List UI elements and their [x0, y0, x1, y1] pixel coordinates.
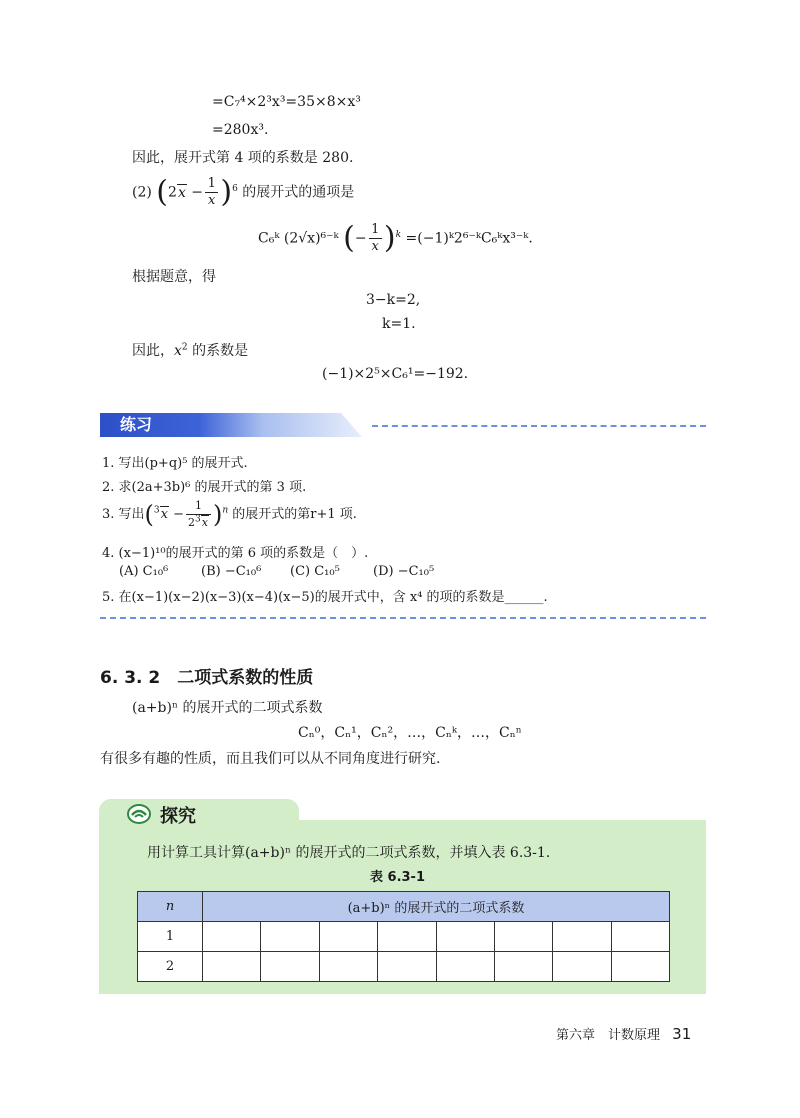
equation-2: k=1.	[382, 316, 416, 332]
table-cell	[378, 952, 436, 982]
explore-label: 探究	[160, 806, 196, 827]
general-term: C₆ᵏ (2√x)⁶⁻ᵏ (− $\frac{1}{x}$ )$^k$ =(−1)ᵏ2⁶⁻ᵏC₆ᵏx³⁻ᵏ.	[258, 220, 533, 256]
table-cell-n: 1	[138, 922, 203, 952]
table-cell	[553, 952, 611, 982]
section-title: 二项式系数的性质	[177, 668, 314, 688]
table-cell	[203, 952, 261, 982]
derivation-line-2: =280x³.	[212, 122, 269, 138]
exercise-option-d: (D) −C₁₀⁵	[373, 564, 435, 579]
page-number: 31	[672, 1025, 692, 1043]
equation-1: 3−k=2,	[366, 292, 421, 308]
general-term-prefix: C₆ᵏ (2√x)⁶⁻ᵏ	[258, 230, 339, 247]
binomial-coefficients: Cₙ⁰，Cₙ¹，Cₙ²，…，Cₙᵏ，…，Cₙⁿ	[298, 725, 522, 741]
table-cell	[436, 952, 494, 982]
table-header-row	[138, 892, 670, 922]
general-term-suffix: =(−1)ᵏ2⁶⁻ᵏC₆ᵏx³⁻ᵏ.	[405, 230, 533, 247]
table-cell	[378, 922, 436, 952]
explore-instruction: 用计算工具计算(a+b)ⁿ 的展开式的二项式系数，并填入表 6.3-1.	[147, 845, 551, 861]
explore-icon	[127, 804, 151, 824]
conclusion-1: 因此，展开式第 4 项的系数是 280.	[132, 150, 354, 166]
table-cell	[611, 952, 669, 982]
page-footer	[556, 1024, 691, 1043]
table-caption: 表 6.3-1	[370, 870, 425, 885]
footer-chapter: 第六章 计数原理	[556, 1028, 661, 1043]
exercise-item-3: 3. 写出($^3$x − $\frac{1}{2^3x}$ )$^n$ 的展开式的第r+1 项.	[102, 499, 357, 529]
table-cell	[494, 952, 552, 982]
by-condition: 根据题意，得	[132, 269, 216, 285]
table-cell	[319, 952, 377, 982]
table-cell	[319, 922, 377, 952]
exercise-option-b: (B) −C₁₀⁶	[201, 564, 262, 579]
coefficient-table	[137, 891, 670, 982]
table-cell	[553, 922, 611, 952]
exercise-banner-label: 练习	[120, 415, 153, 434]
part2-intro: (2) (2x − $\frac{1}{x}$ )$^6$ 的展开式的通项是	[132, 174, 355, 210]
exercise-item-5: 5. 在(x−1)(x−2)(x−3)(x−4)(x−5)的展开式中，含 x⁴ 的项的系数是______.	[102, 590, 548, 605]
table-header-coef: (a+b)ⁿ 的展开式的二项式系数	[203, 892, 670, 922]
section-para-1: (a+b)ⁿ 的展开式的二项式系数	[132, 700, 323, 716]
conclusion-2: 因此，$x^2$ 的系数是	[132, 342, 249, 359]
dashed-divider-bottom	[100, 617, 706, 619]
section-para-2: 有很多有趣的性质，而且我们可以从不同角度进行研究.	[100, 751, 441, 767]
table-row	[138, 922, 670, 952]
part2-label: (2)	[132, 184, 152, 201]
table-cell	[261, 952, 319, 982]
section-heading	[100, 663, 313, 688]
table-cell-n: 2	[138, 952, 203, 982]
section-number: 6. 3. 2	[100, 668, 161, 688]
exercise-option-a: (A) C₁₀⁶	[119, 564, 169, 579]
exercise-item-4: 4. (x−1)¹⁰的展开式的第 6 项的系数是（ ）.	[102, 546, 369, 561]
result: (−1)×2⁵×C₆¹=−192.	[322, 366, 469, 382]
table-cell	[436, 922, 494, 952]
fraction: $\frac{1}{x}$	[205, 176, 218, 209]
exercise-item-2: 2. 求(2a+3b)⁶ 的展开式的第 3 项.	[102, 480, 307, 495]
table-cell	[203, 922, 261, 952]
exercise-option-c: (C) C₁₀⁵	[290, 564, 340, 579]
table-header-n: n	[138, 892, 203, 922]
table-cell	[494, 922, 552, 952]
derivation-line-1: =C₇⁴×2³x³=35×8×x³	[212, 94, 361, 110]
dashed-divider-top	[372, 425, 706, 427]
part2-intro-text: 的展开式的通项是	[242, 184, 355, 201]
exercise-item-1: 1. 写出(p+q)⁵ 的展开式.	[102, 456, 248, 471]
table-cell	[261, 922, 319, 952]
table-row	[138, 952, 670, 982]
table-cell	[611, 922, 669, 952]
